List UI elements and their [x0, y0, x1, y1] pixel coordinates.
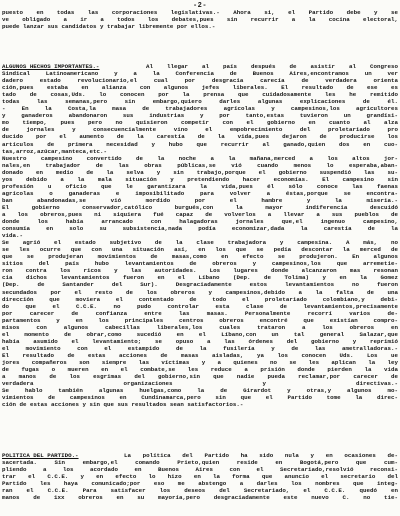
text-line: pliendo a los acordado en Buenos Aires con el Secretariado,resolvió reconsi-: [2, 466, 398, 474]
text-line: partamentos y en los principales centros obreros encontré que existían compro-: [2, 316, 398, 324]
text-line: por carecer de confianza entre las masas. Personalmente recorrí varios de-: [2, 309, 398, 317]
section2-line-list: [2, 459, 398, 501]
text-line: trar el C.C.E. y en efecto lo hizo en la forma que anuncio el secretario del: [2, 473, 398, 481]
text-line: y ganaderos abandonaron sus industrias y por tanto,estas tuvieron un grandísi-: [2, 112, 398, 120]
text-line: ción de estas acciones y sin que sus resultados sean satisfactorios.-: [2, 401, 244, 409]
text-line: Se agrió el estado subjetivo de la clase trabajadora y campesina. A más, no: [2, 239, 398, 247]
text-line: Sindical Latinoamericano y a la Conferencia de Buenos Aires,encontramos un ver: [2, 70, 398, 78]
text-line: donde los había arrancado con halagadoras jornales que,el ingenuo campesino,: [2, 218, 398, 226]
text-line: de fugas o mueren en el combate,se les reduce a prisión donde pierden la vida: [2, 366, 398, 374]
intro-paragraph: [2, 9, 398, 30]
section-body-hechos-importantes: [2, 63, 398, 408]
text-line: el movimiento con el estampido de la fusilería y de las ametralladoras.-: [2, 344, 398, 352]
text-line: El gobierno conservador,católico burgués,con la mayor indiferencia descuidó: [2, 203, 398, 211]
text-line: Nuestro campesino convertido de la noche a la mañana,merced a los altos jor-: [2, 154, 398, 162]
text-line: misos con algunos cabecillas liberales,los cuales trataron a los obreros en: [2, 323, 398, 331]
text-line: a los obreros,pues ni siquiera fué capaz de volverlos a llevar a sus pueblos de: [2, 210, 398, 218]
text-line: sacertada. Sin embargo,el comando Prieto,quien reside en Bogotá,pero que cum-: [2, 459, 398, 467]
text-line: sitios del país hubo levantamientos de obreros y campesinos,los que arremetie-: [2, 260, 398, 268]
text-line: verdadera organizaciones y directivas.-: [2, 380, 398, 388]
text-line: tas,arroz,azúcar,manteca,etc.-: [2, 147, 107, 155]
text-line: dirección que moviera el contentado de todo el proletariado colombiano,y debi-: [2, 295, 398, 303]
text-line: Partido les haya comunicado;por eso me abstengo a darles los nombres que integ-: [2, 480, 398, 488]
text-line: secundados por el resto de los obreros y campesinos,debido a la falta de una: [2, 288, 398, 296]
text-line: que se produjeran movimientos de masas,como en efecto se produjeron. En algunos: [2, 253, 398, 261]
text-line: vida.-: [2, 232, 23, 240]
text-line: agrícolas o ganaderas e imposibilitado para volver a éstas,porque se encontra-: [2, 189, 398, 197]
page-number: -2-: [192, 2, 208, 10]
text-line: nales,en trabajador de las obras públicas,se vió cuando menos lo esperaba,aban-: [2, 161, 398, 169]
text-line: puesto en todas las corporaciones legislativas.- Ahora si, el Partido debe y se: [2, 9, 398, 16]
text-line: ción,pues estaba en alianza con algunos jefes liberales. El resultado de ese es: [2, 84, 398, 92]
text-line: La política del Partido ha sido nula y en ocasiones de-: [124, 452, 398, 459]
text-line: ron contra los ricos y las autoridades. Los lugares donde alcanzaron mas resonan: [2, 267, 398, 275]
section-heading-politica-del-partido: POLITICA DEL PARTIDO.-: [2, 452, 79, 459]
text-line: Se hablo también algunas huelgas,como la de Girardot y otras,y algunos mo-: [2, 387, 398, 395]
text-line: todas las semanas,pero sin embargo,quiero darles algunas explicaciones de él.: [2, 98, 398, 106]
text-line: de jornales y consecuencialmente vino el empobrecimiento del proletariado pro: [2, 126, 398, 134]
text-line: do que el C.C.E. no pudo controlar esta clase de levantamientos,precisamente: [2, 302, 398, 310]
text-line: El resultado de estas acciones de masas aisladas, ya los conocen Uds. Los ue: [2, 351, 398, 359]
text-line: puede lanzar sus candidatos y trabajar libremente por ellos.-: [2, 23, 216, 31]
text-line: (Dep. de Santander del Sur). Desgraciadamente estos levantamientos no fueron: [2, 281, 398, 289]
text-line: cia dichos levantamientos fueron en el Líbano (Dep. de Tolima) y en la Gomez: [2, 274, 398, 282]
text-line: ran el C.C.E. Para satisfacer los deseos del Secretariado, el C.C.E. quedó en: [2, 487, 398, 495]
text-line: Al llegar al país después de asistir al Congreso: [146, 63, 398, 70]
text-line: a manos de los esgrimas del gobierno,sin que nadie pueda reclamar,por carecer de: [2, 373, 398, 381]
text-line: manos de 1xx obreros en su mayoría,pero desgraciadamente este nuevo C. no tie-: [2, 494, 398, 502]
text-line: vimientos de campesinos en Cundinamarca,pero sin que el Partido tome la direc-: [2, 394, 398, 402]
text-line: dadero estado revolucionario,el cual por desgracia carecía de verdadera orienta: [2, 77, 398, 85]
text-line: ban abandonadas,se vió mordido por el hambre y la miseria.-: [2, 196, 398, 204]
text-line: yos debido a la mala situación y pretendiendo hacer economías. El campesino sin: [2, 175, 398, 183]
text-line: donado en medio de la selva y sin trabajo,porque el gobierno suspendió las su-: [2, 168, 398, 176]
section-heading-hechos-importantes: ALGUNOS HECHOS IMPORTANTES.-: [2, 63, 100, 70]
text-line: ve obligado a ir a todos los debates,pues sin recurrir a la cocina electoral,: [2, 16, 398, 24]
text-line: artículos de primera necesidad y hubo que recurrir al ganado,quien dos en cuo-: [2, 140, 398, 148]
text-line: jores compañeros son siempre las víctimas y a quienes no se les aplican la ley: [2, 358, 398, 366]
text-line: mo tiempo, pues pero no quisieron competir con el gobierno en cuanto al alza: [2, 119, 398, 127]
section-body-politica-del-partido: [2, 452, 398, 501]
text-line: - En la Costa,la masa de trabajadores agrícolas y campesinos,los agricultores: [2, 105, 398, 113]
section1-line-list: [2, 70, 398, 408]
text-line: el momento de obrar,como sucedió en el Líbano,con un tal general Salazar,que: [2, 330, 398, 338]
text-line: profesión u oficio que le garantizara la vida,pues él sólo conoce las faenas: [2, 182, 398, 190]
text-line: consumía en solo su subsistencia,nada podía economizar,dada la carestía de la: [2, 225, 398, 233]
text-line: se les ocurre que con una situación así, en los que se pedía descontar la merced de: [2, 246, 398, 254]
text-line: ducido por el aumento de la carestía de la vida,pues dejaron de producirse los: [2, 133, 398, 141]
text-line: había asumido el levantamiento; se opuso a las órdenes del gobierno y reprimió: [2, 337, 398, 345]
text-line: tado de cosas,Uds. lo conocen por la prensa que cuidadosamente les he remitido: [2, 91, 398, 99]
